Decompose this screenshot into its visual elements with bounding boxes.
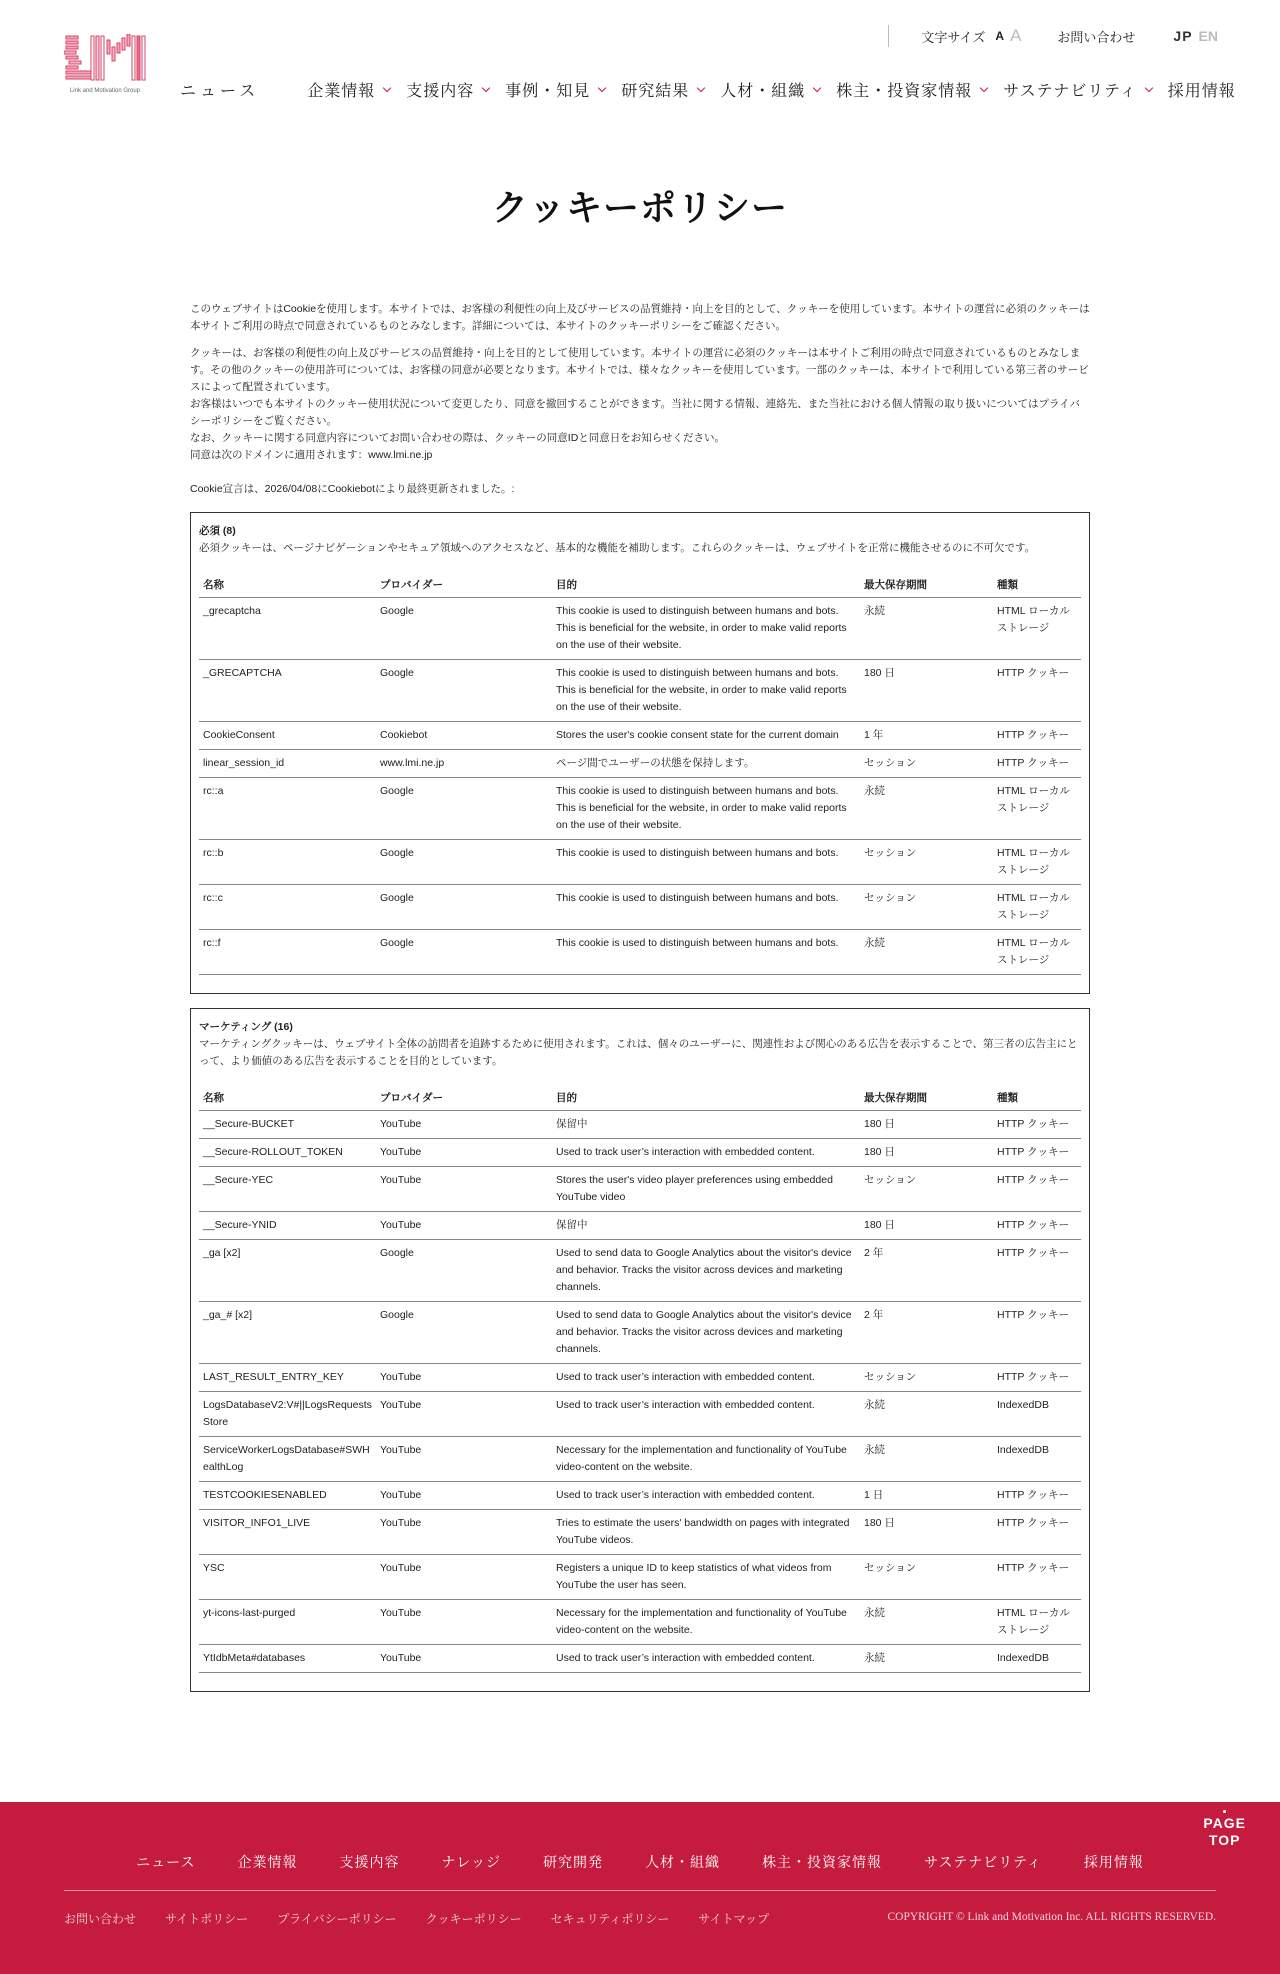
cell-type: HTTP クッキー — [993, 750, 1081, 778]
cell-name: ServiceWorkerLogsDatabase#SWHealthLog — [199, 1437, 376, 1482]
table-header-row — [199, 573, 1081, 598]
cell-purpose: 保留中 — [552, 1212, 860, 1240]
cell-expiry: 180 日 — [860, 1139, 993, 1167]
footer-nav — [0, 1852, 1280, 1872]
cell-purpose: Stores the user's cookie consent state for the current domain — [552, 722, 860, 750]
nav-label: 支援内容 — [406, 83, 475, 100]
copyright: COPYRIGHT © Link and Motivation Inc. ALL RIGHTS RESERVED. — [887, 1911, 1216, 1923]
cell-name: linear_session_id — [199, 750, 376, 778]
intro-paragraph: お客様はいつでも本サイトのクッキー使用状況について変更したり、同意を撤回することができます。当社に関する情報、連絡先、また当社における個人情報の取り扱いについてはプライバシーポリシーをご覧ください。 — [190, 398, 1080, 427]
chevron-down-icon — [598, 83, 606, 91]
column-header-type: 種類 — [993, 573, 1081, 598]
footer-link-sitemap[interactable]: サイトマップ — [698, 1912, 770, 1926]
nav-item-company[interactable] — [307, 78, 390, 101]
nav-label: 株主・投資家情報 — [836, 83, 973, 100]
table-row — [199, 1392, 1081, 1437]
nav-item-sustainability[interactable] — [1003, 78, 1151, 101]
cell-expiry: 1 年 — [860, 722, 993, 750]
nav-label: 事例・知見 — [505, 83, 591, 100]
intro-paragraph: なお、クッキーに関する同意内容についてお問い合わせの際は、クッキーの同意IDと同意日をお知らせください。 — [190, 432, 725, 444]
cell-name: YtIdbMeta#databases — [199, 1645, 376, 1673]
cell-name: TESTCOOKIESENABLED — [199, 1482, 376, 1510]
table-row — [199, 598, 1081, 660]
cell-name: _ga_# [x2] — [199, 1302, 376, 1364]
nav-item-people[interactable] — [720, 78, 820, 101]
cell-name: __Secure-YNID — [199, 1212, 376, 1240]
cell-expiry: 永続 — [860, 1437, 993, 1482]
cell-type: HTTP クッキー — [993, 1240, 1081, 1302]
column-header-expiry: 最大保存期間 — [860, 1086, 993, 1111]
cell-purpose: Used to send data to Google Analytics about the visitor's device and behavior. Tracks the visitor across devices and marketing channels. — [552, 1302, 860, 1364]
column-header-name: 名称 — [199, 1086, 376, 1111]
cell-expiry: 2 年 — [860, 1240, 993, 1302]
cell-name: YSC — [199, 1555, 376, 1600]
footer-nav-item[interactable]: 企業情報 — [237, 1854, 298, 1870]
footer-divider — [64, 1890, 1216, 1891]
table-row — [199, 1212, 1081, 1240]
cell-purpose: Used to track user’s interaction with embedded content. — [552, 1482, 860, 1510]
cell-type: IndexedDB — [993, 1392, 1081, 1437]
cell-purpose: Stores the user's video player preferences using embedded YouTube video — [552, 1167, 860, 1212]
cell-provider: YouTube — [376, 1139, 552, 1167]
divider — [888, 25, 889, 47]
chevron-down-icon — [482, 83, 490, 91]
table-row — [199, 930, 1081, 975]
table-row — [199, 778, 1081, 840]
cell-type: HTTP クッキー — [993, 1111, 1081, 1139]
cell-provider: Google — [376, 598, 552, 660]
cell-type: HTML ローカルストレージ — [993, 598, 1081, 660]
cell-name: rc::f — [199, 930, 376, 975]
chevron-down-icon — [697, 83, 705, 91]
table-header-row — [199, 1086, 1081, 1111]
cell-provider: YouTube — [376, 1437, 552, 1482]
cell-name: __Secure-ROLLOUT_TOKEN — [199, 1139, 376, 1167]
last-updated: Cookie宣言は、2026/04/08にCookiebotにより最終更新されました。: — [190, 483, 515, 495]
table-row — [199, 1111, 1081, 1139]
cell-name: CookieConsent — [199, 722, 376, 750]
cell-type: HTML ローカルストレージ — [993, 1600, 1081, 1645]
cell-expiry: セッション — [860, 885, 993, 930]
cell-type: HTTP クッキー — [993, 1510, 1081, 1555]
cell-provider: YouTube — [376, 1645, 552, 1673]
footer-sub-links — [64, 1910, 798, 1927]
cell-type: HTTP クッキー — [993, 1167, 1081, 1212]
table-row — [199, 1555, 1081, 1600]
nav-label: 企業情報 — [307, 83, 376, 100]
column-header-name: 名称 — [199, 573, 376, 598]
column-header-purpose: 目的 — [552, 573, 860, 598]
cell-type: HTML ローカルストレージ — [993, 885, 1081, 930]
nav-item-ir[interactable] — [836, 78, 987, 101]
cookie-table — [199, 573, 1081, 975]
cell-purpose: This cookie is used to distinguish between humans and bots. This is beneficial for the website, in order to make valid reports on the use of their website. — [552, 660, 860, 722]
cell-provider: Google — [376, 660, 552, 722]
table-row — [199, 1167, 1081, 1212]
table-row — [199, 1364, 1081, 1392]
cell-provider: YouTube — [376, 1600, 552, 1645]
cell-provider: Google — [376, 1240, 552, 1302]
cookie-table — [199, 1086, 1081, 1673]
table-row — [199, 750, 1081, 778]
footer-nav-item[interactable]: ナレッジ — [441, 1854, 502, 1870]
cell-provider: YouTube — [376, 1212, 552, 1240]
cell-provider: Google — [376, 1302, 552, 1364]
table-row — [199, 1240, 1081, 1302]
cell-provider: Google — [376, 778, 552, 840]
cell-purpose: This cookie is used to distinguish between humans and bots. This is beneficial for the website, in order to make valid reports on the use of their website. — [552, 778, 860, 840]
cell-name: rc::c — [199, 885, 376, 930]
cell-type: HTTP クッキー — [993, 1555, 1081, 1600]
category-title: 必須 (8) — [199, 525, 236, 537]
cell-expiry: セッション — [860, 1555, 993, 1600]
page-top-button[interactable] — [1203, 1810, 1246, 1849]
cell-purpose: This cookie is used to distinguish between humans and bots. — [552, 885, 860, 930]
cell-type: IndexedDB — [993, 1645, 1081, 1673]
nav-item-news[interactable] — [180, 78, 259, 101]
column-header-expiry: 最大保存期間 — [860, 573, 993, 598]
cell-provider: YouTube — [376, 1392, 552, 1437]
footer-link-security-policy[interactable]: セキュリティポリシー — [550, 1912, 670, 1926]
cell-name: VISITOR_INFO1_LIVE — [199, 1510, 376, 1555]
cell-type: HTTP クッキー — [993, 1364, 1081, 1392]
page-title: クッキーポリシー — [491, 187, 788, 228]
cell-purpose: Used to track user’s interaction with embedded content. — [552, 1645, 860, 1673]
table-row — [199, 660, 1081, 722]
cell-name: __Secure-BUCKET — [199, 1111, 376, 1139]
cell-type: HTTP クッキー — [993, 1212, 1081, 1240]
cell-purpose: Used to track user’s interaction with embedded content. — [552, 1139, 860, 1167]
page-top-label: PAGE — [1203, 1815, 1246, 1831]
nav-item-research[interactable] — [621, 78, 704, 101]
cell-expiry: 永続 — [860, 778, 993, 840]
cell-provider: Google — [376, 885, 552, 930]
cell-purpose: Necessary for the implementation and functionality of YouTube video-content on the website. — [552, 1600, 860, 1645]
table-row — [199, 1600, 1081, 1645]
footer-nav-item[interactable]: ニュース — [136, 1854, 196, 1870]
cell-name: _ga [x2] — [199, 1240, 376, 1302]
footer-nav-item[interactable]: 支援内容 — [339, 1854, 400, 1870]
cell-expiry: 180 日 — [860, 1510, 993, 1555]
cell-name: _GRECAPTCHA — [199, 660, 376, 722]
footer-nav-item[interactable]: 人材・組織 — [645, 1854, 721, 1870]
table-row — [199, 1510, 1081, 1555]
footer-nav-item[interactable]: サステナビリティ — [924, 1854, 1042, 1870]
cell-type: HTTP クッキー — [993, 1302, 1081, 1364]
cell-provider: Google — [376, 930, 552, 975]
cell-expiry: セッション — [860, 1167, 993, 1212]
cell-provider: YouTube — [376, 1555, 552, 1600]
cell-expiry: 永続 — [860, 930, 993, 975]
cell-expiry: 永続 — [860, 598, 993, 660]
category-description: マーケティングクッキーは、ウェブサイト全体の訪問者を追跡するために使用されます。これは、個々のユーザーに、関連性および関心のある広告を表示することで、第三者の広告主にとって、より価値のある広告を表示することを目的としています。 — [199, 1038, 1078, 1067]
cell-expiry: 1 日 — [860, 1482, 993, 1510]
footer-nav-item[interactable]: 研究開発 — [543, 1854, 604, 1870]
column-header-provider: プロバイダー — [376, 1086, 552, 1111]
chevron-down-icon — [1145, 83, 1153, 91]
logo-text: Link and Motivation Group — [69, 88, 141, 94]
cookie-category — [190, 512, 1090, 994]
footer-link-contact[interactable]: お問い合わせ — [64, 1912, 137, 1926]
footer-link-privacy-policy[interactable]: プライバシーポリシー — [277, 1912, 397, 1926]
consent-domain: 同意は次のドメインに適用されます：www.lmi.ne.jp — [190, 449, 433, 461]
cell-name: LAST_RESULT_ENTRY_KEY — [199, 1364, 376, 1392]
cell-name: rc::b — [199, 840, 376, 885]
cookie-category — [190, 1008, 1090, 1692]
cell-provider: www.lmi.ne.jp — [376, 750, 552, 778]
lang-en-button[interactable]: EN — [1198, 28, 1218, 44]
cell-expiry: 180 日 — [860, 1111, 993, 1139]
table-row — [199, 1645, 1081, 1673]
site-footer — [0, 1802, 1280, 1974]
nav-label: 研究結果 — [621, 83, 690, 100]
table-row — [199, 1482, 1081, 1510]
cell-name: yt-icons-last-purged — [199, 1600, 376, 1645]
cell-name: LogsDatabaseV2:V#||LogsRequestsStore — [199, 1392, 376, 1437]
footer-link-site-policy[interactable]: サイトポリシー — [165, 1912, 249, 1926]
nav-item-recruit[interactable] — [1168, 78, 1236, 101]
cell-name: rc::a — [199, 778, 376, 840]
nav-label: ニュース — [180, 83, 260, 100]
site-header — [0, 0, 1280, 120]
category-title: マーケティング (16) — [199, 1021, 293, 1033]
table-row — [199, 885, 1081, 930]
intro-paragraph: クッキーは、お客様の利便性の向上及びサービスの品質維持・向上を目的として使用しています。本サイトの運営に必須のクッキーは本サイトご利用の時点で同意されているものとみなします。その他のクッキーの使用許可については、お客様の同意が必要となります。本サイトでは、様々なクッキーを使用しています。一部のクッキーは、本サイトで利用している第三者のサービスによって配置されています。 — [190, 347, 1089, 393]
cell-purpose: Used to track user’s interaction with embedded content. — [552, 1392, 860, 1437]
nav-label: 採用情報 — [1167, 83, 1236, 100]
cell-expiry: 永続 — [860, 1600, 993, 1645]
cell-provider: YouTube — [376, 1167, 552, 1212]
cell-expiry: セッション — [860, 1364, 993, 1392]
cookie-declaration — [190, 301, 1090, 1692]
cell-provider: YouTube — [376, 1482, 552, 1510]
cell-provider: YouTube — [376, 1111, 552, 1139]
cell-expiry: 永続 — [860, 1645, 993, 1673]
cell-expiry: 永続 — [860, 1392, 993, 1437]
cell-provider: YouTube — [376, 1364, 552, 1392]
cell-type: HTTP クッキー — [993, 722, 1081, 750]
table-row — [199, 1139, 1081, 1167]
font-size-label: 文字サイズ — [921, 29, 986, 45]
cell-purpose: Used to track user’s interaction with embedded content. — [552, 1364, 860, 1392]
cell-purpose: 保留中 — [552, 1111, 860, 1139]
cell-type: HTTP クッキー — [993, 660, 1081, 722]
table-row — [199, 722, 1081, 750]
nav-item-cases[interactable] — [505, 78, 605, 101]
cell-purpose: Used to send data to Google Analytics about the visitor's device and behavior. Tracks the visitor across devices and marketing channels. — [552, 1240, 860, 1302]
cell-name: __Secure-YEC — [199, 1167, 376, 1212]
chevron-down-icon — [383, 83, 391, 91]
cell-type: HTTP クッキー — [993, 1482, 1081, 1510]
cell-name: _grecaptcha — [199, 598, 376, 660]
cell-provider: Google — [376, 840, 552, 885]
cell-type: HTML ローカルストレージ — [993, 840, 1081, 885]
cell-provider: YouTube — [376, 1510, 552, 1555]
cell-purpose: ページ間でユーザーの状態を保持します。 — [552, 750, 860, 778]
table-row — [199, 840, 1081, 885]
column-header-type: 種類 — [993, 1086, 1081, 1111]
chevron-down-icon — [980, 83, 988, 91]
nav-label: 人材・組織 — [720, 83, 806, 100]
contact-link[interactable]: お問い合わせ — [1057, 29, 1136, 45]
cell-type: IndexedDB — [993, 1437, 1081, 1482]
column-header-purpose: 目的 — [552, 1086, 860, 1111]
nav-label: サステナビリティ — [1003, 83, 1137, 100]
footer-link-cookie-policy[interactable]: クッキーポリシー — [425, 1912, 522, 1926]
cell-type: HTTP クッキー — [993, 1139, 1081, 1167]
utility-bar — [888, 25, 1218, 47]
font-size-small-button[interactable]: A — [995, 29, 1005, 43]
cell-type: HTML ローカルストレージ — [993, 778, 1081, 840]
page-top-label: TOP — [1208, 1832, 1241, 1848]
nav-item-services[interactable] — [406, 78, 489, 101]
table-row — [199, 1437, 1081, 1482]
cell-purpose: This cookie is used to distinguish between humans and bots. This is beneficial for the website, in order to make valid reports on the use of their website. — [552, 598, 860, 660]
cell-type: HTML ローカルストレージ — [993, 930, 1081, 975]
main-nav — [180, 78, 1236, 101]
column-header-provider: プロバイダー — [376, 573, 552, 598]
cell-purpose: Registers a unique ID to keep statistics of what videos from YouTube the user has seen. — [552, 1555, 860, 1600]
font-size-large-button[interactable]: A — [1010, 26, 1022, 45]
cell-purpose: Tries to estimate the users' bandwidth on pages with integrated YouTube videos. — [552, 1510, 860, 1555]
category-description: 必須クッキーは、ページナビゲーションやセキュア領域へのアクセスなど、基本的な機能を補助します。これらのクッキーは、ウェブサイトを正常に機能させるのに不可欠です。 — [199, 542, 1036, 554]
footer-nav-item[interactable]: 採用情報 — [1083, 1854, 1144, 1870]
lang-jp-button[interactable]: JP — [1173, 28, 1193, 44]
cell-expiry: 180 日 — [860, 1212, 993, 1240]
footer-nav-item[interactable]: 株主・投資家情報 — [762, 1854, 883, 1870]
intro-paragraph: このウェブサイトはCookieを使用します。本サイトでは、お客様の利便性の向上及びサービスの品質維持・向上を目的として、クッキーを使用しています。本サイトの運営に必須のクッキーは本サイトご利用の時点で同意されているものとみなします。詳細については、本サイトのクッキーポリシーをご確認ください。 — [190, 303, 1090, 332]
logo[interactable] — [64, 34, 146, 96]
table-row — [199, 1302, 1081, 1364]
cell-provider: Cookiebot — [376, 722, 552, 750]
cell-expiry: 2 年 — [860, 1302, 993, 1364]
chevron-down-icon — [813, 83, 821, 91]
lm-logo-icon — [64, 34, 146, 86]
cell-expiry: セッション — [860, 840, 993, 885]
cell-purpose: This cookie is used to distinguish between humans and bots. — [552, 930, 860, 975]
cell-purpose: This cookie is used to distinguish between humans and bots. — [552, 840, 860, 885]
cell-expiry: セッション — [860, 750, 993, 778]
cell-expiry: 180 日 — [860, 660, 993, 722]
cell-purpose: Necessary for the implementation and functionality of YouTube video-content on the website. — [552, 1437, 860, 1482]
dot-icon — [1223, 1810, 1226, 1813]
